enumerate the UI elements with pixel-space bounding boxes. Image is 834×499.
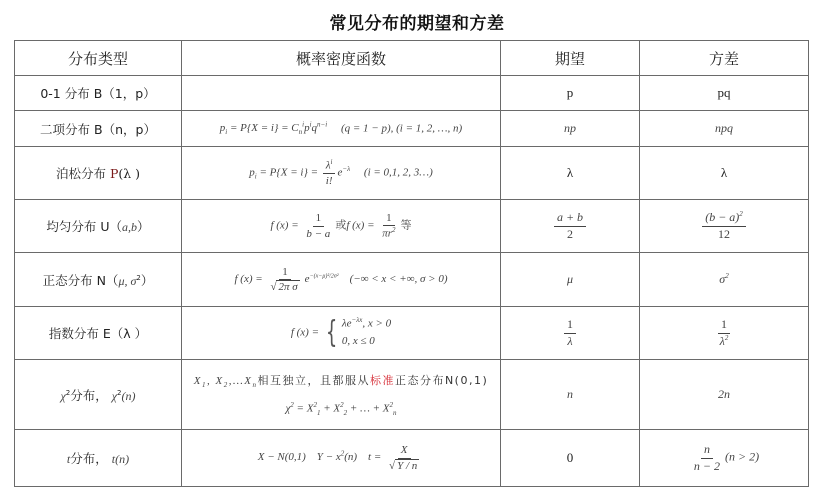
distribution-name: 0-1 分布 B（1，p） <box>15 76 182 111</box>
header-distribution-type: 分布类型 <box>15 41 182 76</box>
distribution-name: 正态分布 N（μ, $\sigma^2$） <box>15 253 182 307</box>
expectation-cell: λ <box>501 147 640 200</box>
variance-cell: $\sigma^2$ <box>640 253 809 307</box>
table-header-row <box>15 41 809 76</box>
pdf-cell: $p_i = P\{X = i\}$ = $\frac{\lambda^i}{i!}$ $e^{-\lambda}$ (i = 0,1, 2, 3…) <box>182 147 501 200</box>
distribution-name: 均匀分布 U（a,b） <box>15 200 182 253</box>
distribution-name: 二项分布 B（n，p） <box>15 111 182 147</box>
variance-cell: $\frac{n}{n - 2}$ (n > 2) <box>640 430 809 487</box>
pdf-cell: X − N(0,1) $Y - x^2(n)$ t = $\frac{X}{√ Y / n}$ <box>182 430 501 487</box>
pdf-cell: f (x) = { $\lambda e^{-\lambda x}$, x > 0 0, x ≤ 0 <box>182 307 501 360</box>
variance-cell: 2n <box>640 360 809 430</box>
expectation-cell: μ <box>501 253 640 307</box>
table-row <box>15 360 809 430</box>
variance-cell: $\frac{1}{\lambda^2}$ <box>640 307 809 360</box>
expectation-cell: 0 <box>501 430 640 487</box>
table-row <box>15 253 809 307</box>
distribution-table <box>14 40 809 487</box>
variance-cell: $\frac{(b - a)^2}{12}$ <box>640 200 809 253</box>
variance-cell: λ <box>640 147 809 200</box>
highlight-text: 标准 <box>369 373 395 387</box>
distribution-name: 指数分布 E（λ ） <box>15 307 182 360</box>
distribution-name: $\chi^2$分布， $\chi^2(n)$ <box>15 360 182 430</box>
table-row <box>15 200 809 253</box>
pdf-condition: (i = 0,1, 2, 3…) <box>363 166 433 179</box>
expectation-cell: np <box>501 111 640 147</box>
distribution-name: 泊松分布 P(λ ) <box>15 147 182 200</box>
table-row <box>15 76 809 111</box>
variance-cell: npq <box>640 111 809 147</box>
expectation-cell: $\frac{a + b}{2}$ <box>501 200 640 253</box>
expectation-cell: $\frac{1}{\lambda}$ <box>501 307 640 360</box>
pdf-cell: f (x) = $\frac{1}{\text{√ 2π σ}}$ $e^{-(x-\mu)^2/2\sigma^2}$ (−∞ < x < +∞, σ > 0) <box>182 253 501 307</box>
page-title: 常见分布的期望和方差 <box>329 14 505 34</box>
pdf-formula: $\chi^2 = X^2_1 + X^2_2$ + … + $X^2_n$ <box>285 401 397 418</box>
header-pdf: 概率密度函数 <box>182 41 501 76</box>
table-row <box>15 430 809 487</box>
expectation-cell: p <box>501 76 640 111</box>
table-row <box>15 147 809 200</box>
pdf-condition: (−∞ < x < +∞, σ > 0) <box>349 273 448 286</box>
pdf-condition: (q = 1 − p), (i = 1, 2, …, n) <box>340 122 463 135</box>
pdf-cell: f (x) = $\frac{1}{b - a}$ 或f (x) = $\frac{1}{\pi r^2}$ 等 <box>182 200 501 253</box>
header-expectation: 期望 <box>501 41 640 76</box>
pdf-description: $X_1$, $X_2,\dots X_n$相互独立，且都服从标准正态分布N(0,1) <box>193 373 489 390</box>
variance-cell: pq <box>640 76 809 111</box>
table-row <box>15 111 809 147</box>
table-row <box>15 307 809 360</box>
fraction: $\frac{\lambda^i}{i!}$ <box>323 159 336 187</box>
pdf-formula: $p_i = P\{X = i\} = C_n^ip^iq^{n-i}$ <box>219 120 328 137</box>
expectation-cell: n <box>501 360 640 430</box>
pdf-cell <box>182 76 501 111</box>
pdf-cell <box>182 111 501 147</box>
distribution-name: t分布， t(n) <box>15 430 182 487</box>
pdf-cell <box>182 360 501 430</box>
header-variance: 方差 <box>640 41 809 76</box>
